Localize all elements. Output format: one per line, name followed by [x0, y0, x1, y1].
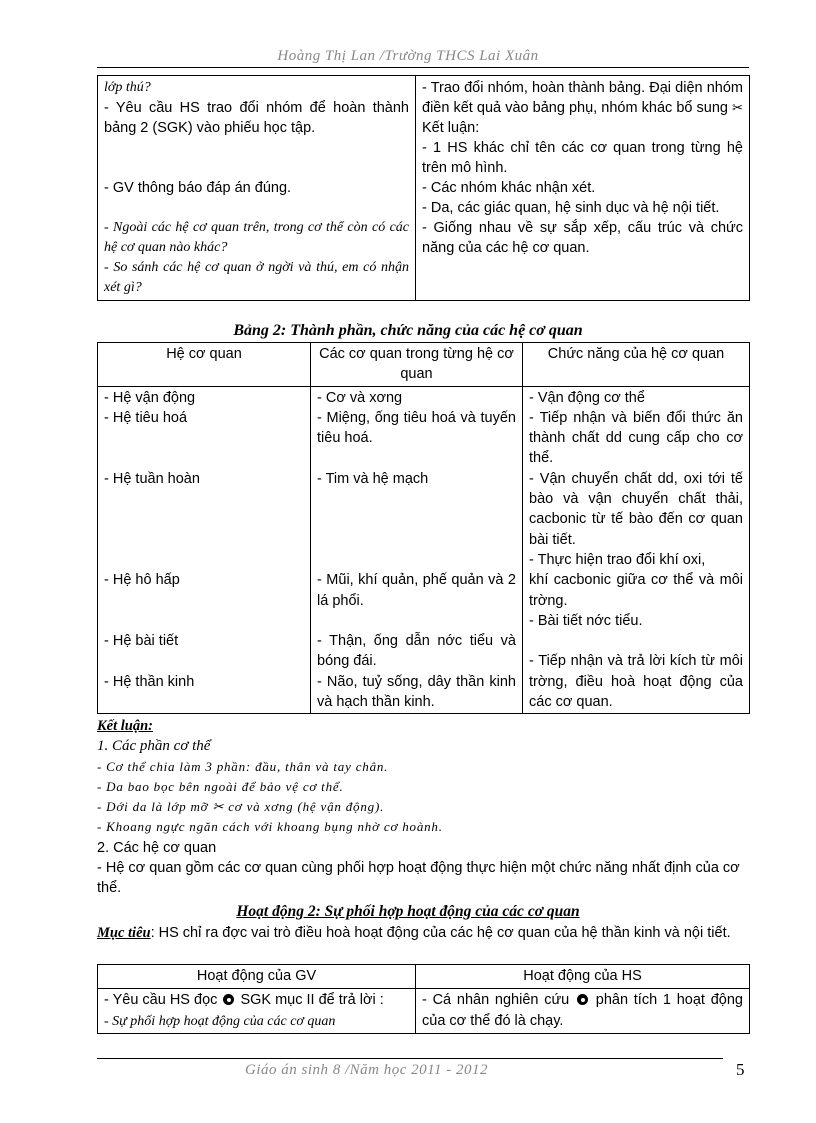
- goal-text: : HS chỉ ra đợc vai trò điều hoà hoạt động của các hệ cơ quan của hệ thần kinh và nội tiết.: [150, 925, 731, 941]
- teacher-question: - Ngoài các hệ cơ quan trên, trong cơ thể còn có các hệ cơ quan nào khác?: [104, 220, 409, 255]
- goal-label: Mục tiêu: [97, 925, 151, 941]
- teacher-activity-cell: - Yêu cầu HS đọc SGK mục II để trả lời : - Sự phối hợp hoạt động của các cơ quan: [98, 989, 416, 1034]
- table2-title: Bảng 2: Thành phần, chức năng của các hệ cơ quan: [233, 322, 583, 339]
- conclusion-heading: 2. Các hệ cơ quan: [97, 839, 217, 856]
- organs-cell: - Cơ và xơng - Miệng, ống tiêu hoá và tuyến tiêu hoá. - Tim và hệ mạch - Mũi, khí quản, phế quản và 2 lá phổi. - Thận, ống dẫn nớc tiểu và bóng đái. - Não, tuỷ sống, dây thần kinh và hạch thần kinh.: [311, 386, 523, 714]
- teacher-line: - GV thông báo đáp án đúng.: [104, 180, 292, 196]
- footer-rule: [97, 1058, 723, 1059]
- conclusion-section: [97, 716, 753, 899]
- conclusion-item: - Dới da là lớp mỡ ✂ cơ và xơng (hệ vận động).: [97, 799, 385, 815]
- table-row: [98, 989, 750, 1034]
- page-header: Hoàng Thị Lan /Trường THCS Lai Xuân: [277, 48, 539, 64]
- page-number: 5: [736, 1060, 745, 1079]
- conclusion-heading: 1. Các phần cơ thể: [97, 738, 211, 755]
- activity2-goal: [97, 923, 753, 943]
- table-header-row: [98, 965, 750, 989]
- column-header: Hoạt động của GV: [98, 965, 416, 989]
- column-header: Hoạt động của HS: [416, 965, 750, 989]
- conclusion-title: Kết luận:: [97, 718, 153, 734]
- table-row: [98, 386, 750, 714]
- function-cell: - Vận động cơ thể - Tiếp nhận và biến đổi thức ăn thành chất dd cung cấp cho cơ thể. - Vận chuyển chất dd, oxi tới tế bào và vận chuyển chất thải, cacbonic từ tế bào đến cơ quan bài tiết. - Thực hiện trao đổi khí oxi, khí cacbonic giữa cơ thể và môi trờng. - Bài tiết nớc tiểu. - Tiếp nhận và trả lời kích từ môi trờng, điều hoà hoạt động của các cơ quan.: [523, 386, 750, 714]
- teacher-line: - Yêu cầu HS trao đổi nhóm để hoàn thành bảng 2 (SGK) vào phiếu học tập.: [104, 100, 409, 136]
- teacher-activity-cell: [98, 76, 416, 301]
- conclusion-item: - Da bao bọc bên ngoài để bảo vệ cơ thể.: [97, 778, 344, 794]
- student-line: - Các nhóm khác nhận xét.: [422, 180, 596, 196]
- bullet-icon: [577, 994, 588, 1005]
- student-activity-cell: [416, 76, 750, 301]
- scissors-icon: ✂: [732, 100, 743, 115]
- bullet-icon: [223, 994, 234, 1005]
- conclusion-text: - Hệ cơ quan gồm các cơ quan cùng phối hợp hoạt động thực hiện một chức năng nhất định của cơ thể.: [97, 860, 740, 897]
- continued-activity-table: [97, 75, 750, 301]
- organ-systems-table: [97, 342, 750, 714]
- student-line: - Da, các giác quan, hệ sinh dục và hệ nội tiết.: [422, 200, 720, 216]
- activity2-title: Hoạt động 2: Sự phối hợp hoạt động của các cơ quan: [236, 903, 580, 920]
- teacher-line: lớp thú?: [104, 80, 151, 95]
- conclusion-item: - Cơ thể chia làm 3 phần: đầu, thân và tay chân.: [97, 758, 389, 774]
- student-activity-cell: - Cá nhân nghiên cứu phân tích 1 hoạt động của cơ thể đó là chạy.: [416, 989, 750, 1034]
- student-line: - 1 HS khác chỉ tên các cơ quan trong từng hệ trên mô hình.: [422, 140, 743, 176]
- conclusion-item: - Khoang ngực ngăn cách với khoang bụng nhờ cơ hoành.: [97, 819, 443, 835]
- header-rule: [97, 67, 749, 68]
- column-header: Hệ cơ quan: [98, 343, 311, 387]
- column-header: Chức năng của hệ cơ quan: [523, 343, 750, 387]
- footer-text: Giáo án sinh 8 /Năm học 2011 - 2012: [245, 1062, 489, 1078]
- student-line: - Giống nhau về sự sắp xếp, cấu trúc và chức năng của các hệ cơ quan.: [422, 220, 743, 256]
- column-header: Các cơ quan trong từng hệ cơ quan: [311, 343, 523, 387]
- scissors-icon: ✂: [212, 799, 225, 815]
- system-cell: - Hệ vận động - Hệ tiêu hoá - Hệ tuần hoàn - Hệ hô hấp - Hệ bài tiết - Hệ thần kinh: [98, 386, 311, 714]
- table-header-row: [98, 343, 750, 387]
- activity2-table: [97, 964, 750, 1034]
- teacher-question: - So sánh các hệ cơ quan ở ngời và thú, em có nhận xét gì?: [104, 260, 409, 295]
- student-line: - Trao đổi nhóm, hoàn thành bảng. Đại diện nhóm điền kết quả vào bảng phụ, nhóm khác bổ sung ✂ Kết luận:: [422, 80, 743, 136]
